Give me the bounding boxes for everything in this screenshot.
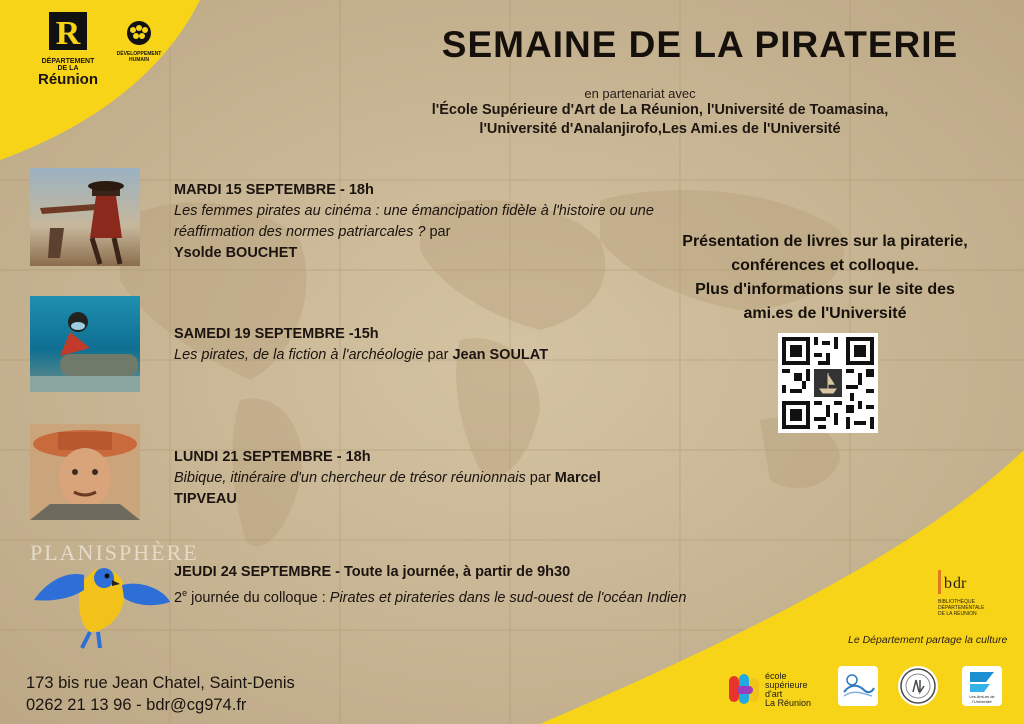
bdr-label-3: DE LA RÉUNION	[938, 611, 977, 617]
svg-text:R: R	[55, 15, 81, 52]
contact-address	[26, 672, 295, 716]
department-logo	[28, 10, 108, 87]
phone-email-line: 0262 21 13 96 - bdr@cg974.fr	[26, 696, 247, 714]
presentation-line-2: conférences et colloque.	[731, 257, 919, 274]
event-2	[174, 324, 654, 366]
esa-label-4: La Réunion	[765, 698, 812, 708]
bdr-icon	[938, 570, 968, 594]
event-image-archeologie	[30, 296, 140, 392]
presentation-line-1: Présentation de livres sur la piraterie,	[682, 233, 968, 250]
presentation-line-3: Plus d'informations sur le site des	[695, 281, 955, 298]
qr-code-icon	[778, 333, 878, 433]
event-2-by: par	[423, 347, 453, 363]
analanjirofo-logo	[898, 666, 938, 706]
bdr-label-2: DÉPARTEMENTALE	[938, 605, 985, 611]
esa-icon	[727, 672, 763, 708]
department-label-3: Réunion	[38, 71, 98, 88]
event-2-date: SAMEDI 19 SEPTEMBRE -15h	[174, 326, 379, 342]
event-3-desc: Bibique, itinéraire d'un chercheur de trésor réunionnais	[174, 470, 526, 486]
department-label: DÉPARTEMENT	[41, 58, 95, 65]
partner-intro: en partenariat avec	[584, 86, 696, 101]
partner-names	[300, 101, 1020, 139]
event-1-desc: Les femmes pirates au cinéma : une émancipation fidèle à l'histoire ou une réaffirmation des normes patriarcales ?	[174, 203, 654, 240]
esa-label-1: école	[765, 671, 787, 681]
esa-label-3: d'art	[765, 689, 783, 699]
address-line: 173 bis rue Jean Chatel, Saint-Denis	[26, 674, 295, 692]
event-1-by: par	[425, 224, 451, 240]
event-1	[174, 180, 654, 264]
event-4	[174, 562, 774, 609]
bdr-logo	[938, 570, 1008, 617]
wave-icon	[838, 666, 878, 706]
esa-logo	[727, 670, 827, 710]
page-title: SEMAINE DE LA PIRATERIE	[441, 24, 959, 65]
event-image-bibique	[30, 424, 140, 520]
event-4-prefix: 2	[174, 589, 183, 606]
event-3-by: par	[525, 470, 555, 486]
partner-line-2: l'Université d'Analanjirofo,Les Ami.es de l'Université	[479, 121, 841, 137]
presentation-line-4: ami.es de l'Université	[743, 305, 907, 322]
event-3-speaker: Marcel TIPVEAU	[174, 470, 601, 507]
qr-code[interactable]	[778, 333, 878, 433]
toamasina-logo	[838, 666, 878, 706]
amies-logo	[962, 666, 1002, 706]
event-2-speaker: Jean SOULAT	[452, 347, 549, 363]
esa-label-2: supérieure	[765, 680, 808, 690]
developpement-label: DÉVELOPPEMENT	[116, 51, 162, 57]
event-3-date: LUNDI 21 SEPTEMBRE - 18h	[174, 449, 371, 465]
seal-icon	[898, 666, 938, 706]
parrot-illustration	[24, 540, 199, 650]
event-1-date: MARDI 15 SEPTEMBRE - 18h	[174, 182, 374, 198]
partner-line-1: l'École Supérieure d'Art de La Réunion, l'Université de Toamasina,	[431, 102, 889, 118]
event-2-desc: Les pirates, de la fiction à l'archéologie	[174, 347, 424, 363]
event-1-speaker: Ysolde BOUCHET	[174, 245, 298, 261]
developpement-humain-logo	[114, 20, 164, 63]
svg-text:dr: dr	[953, 575, 967, 592]
department-label-2: DE LA	[57, 65, 79, 72]
planisphere-label: PLANISPHÈRE	[30, 540, 199, 565]
event-image-femmes-pirates	[30, 168, 140, 266]
humain-label: HUMAIN	[129, 57, 149, 63]
event-4-sup: e	[182, 588, 188, 598]
r-logo-icon	[47, 10, 89, 52]
partage-slogan: Le Département partage la culture	[848, 634, 1008, 646]
people-icon	[124, 20, 154, 46]
event-4-desc: Pirates et pirateries dans le sud-ouest de l'océan Indien	[329, 589, 687, 606]
event-4-date: JEUDI 24 SEPTEMBRE - Toute la journée, à partir de 9h30	[174, 564, 571, 580]
bdr-label-1: BIBLIOTHÈQUE	[938, 599, 975, 605]
event-3	[174, 447, 654, 510]
amies-label: Les Ami-es de l'Université	[969, 694, 995, 704]
event-4-plain: journée du colloque :	[187, 589, 330, 606]
svg-text:b: b	[944, 575, 952, 592]
presentation-text	[640, 230, 1010, 326]
